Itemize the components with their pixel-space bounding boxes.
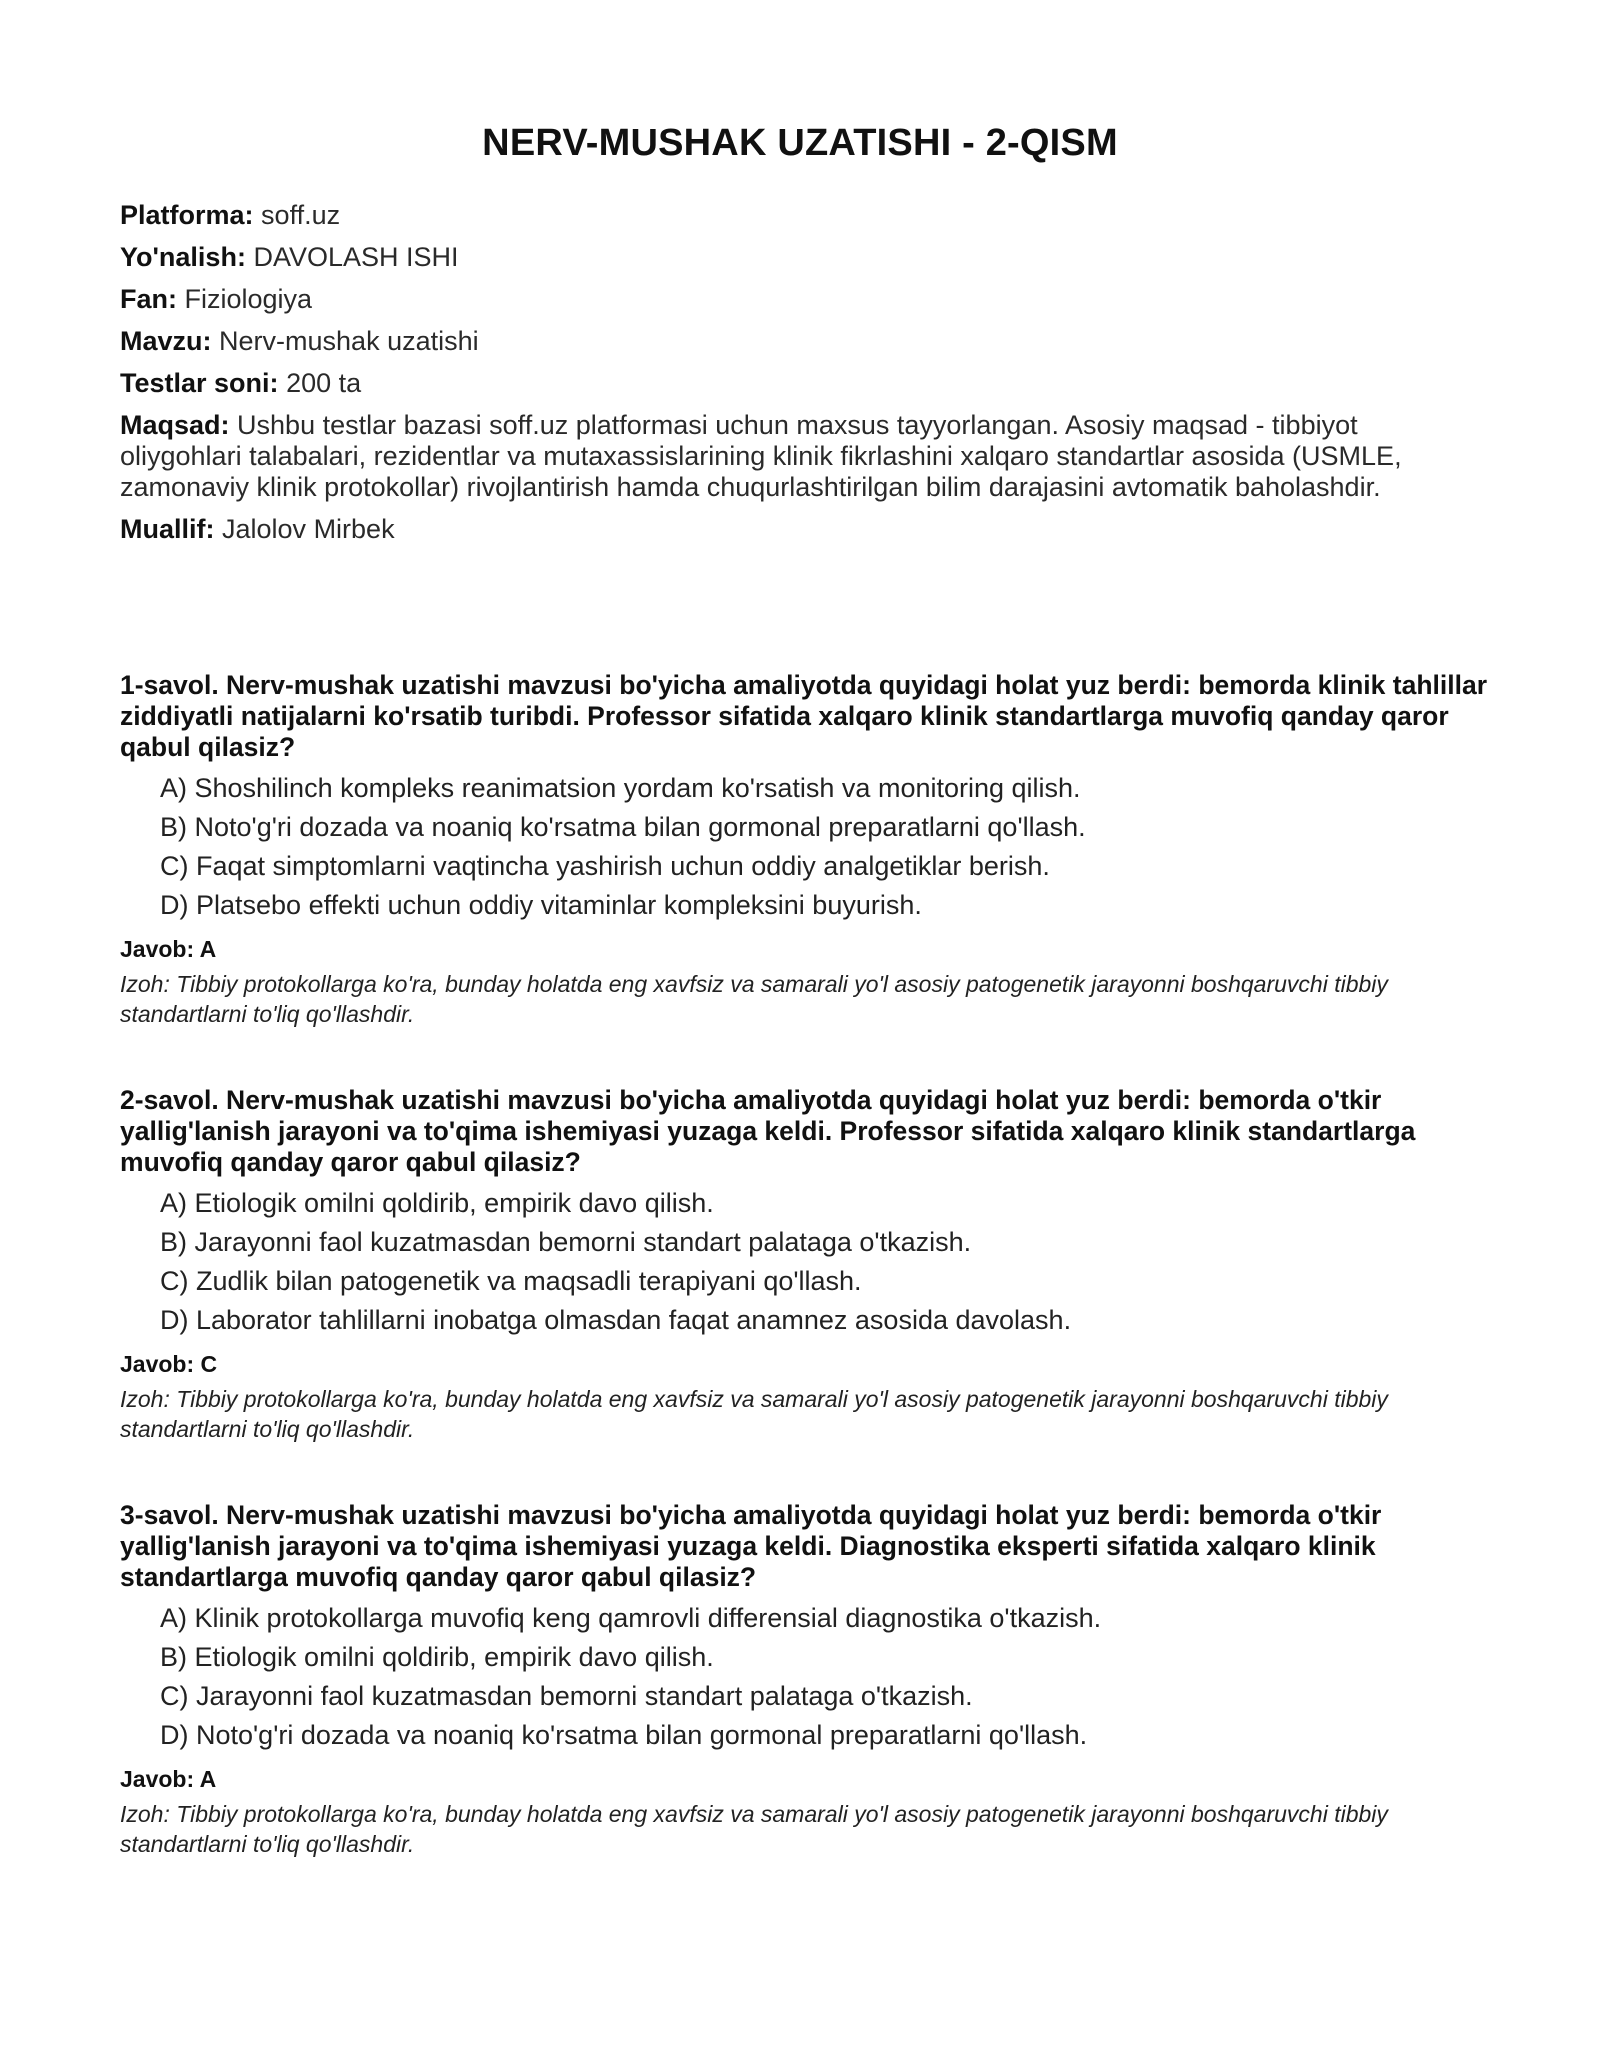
option-b: B) Etiologik omilni qoldirib, empirik davo qilish. xyxy=(160,1642,714,1672)
meta-value: Nerv-mushak uzatishi xyxy=(219,326,479,356)
option-c: C) Faqat simptomlarni vaqtincha yashirish uchun oddiy analgetiklar berish. xyxy=(160,851,1050,881)
question-3 xyxy=(120,1500,1490,1859)
meta-value: Ushbu testlar bazasi soff.uz platformasi uchun maxsus tayyorlangan. Asosiy maqsad - tibbiyot oliygohlari talabalari, rezidentlar va mutaxassislarining klinik fikrlashini xalqaro standartlar asosida (USMLE, zamonaviy klinik protokollar) rivojlantirish hamda chuqurlashtirilgan bilim darajasini avtomatik baholashdir. xyxy=(120,410,1402,502)
meta-muallif xyxy=(120,514,1480,545)
option-d: D) Platsebo effekti uchun oddiy vitaminlar kompleksini buyurish. xyxy=(160,890,922,920)
question-1 xyxy=(120,670,1490,1029)
option-c: C) Jarayonni faol kuzatmasdan bemorni standart palataga o'tkazish. xyxy=(160,1681,973,1711)
meta-value: DAVOLASH ISHI xyxy=(253,242,459,272)
meta-key: Fan: xyxy=(120,284,177,314)
option-a: A) Shoshilinch kompleks reanimatsion yordam ko'rsatish va monitoring qilish. xyxy=(160,773,1081,803)
options-list xyxy=(120,773,1490,921)
questions-list xyxy=(120,670,1490,1915)
answer-label: Javob: A xyxy=(120,1766,217,1792)
answer-label: Javob: A xyxy=(120,936,217,962)
meta-key: Maqsad: xyxy=(120,410,230,440)
page-title: NERV-MUSHAK UZATISHI - 2-QISM xyxy=(482,122,1118,164)
meta-key: Platforma: xyxy=(120,200,254,230)
answer-label: Javob: C xyxy=(120,1351,218,1377)
meta-key: Muallif: xyxy=(120,514,215,544)
meta-key: Yo'nalish: xyxy=(120,242,246,272)
question-2 xyxy=(120,1085,1490,1444)
options-list xyxy=(120,1188,1490,1336)
option-d: D) Laborator tahlillarni inobatga olmasdan faqat anamnez asosida davolash. xyxy=(160,1305,1072,1335)
meta-value: Fiziologiya xyxy=(184,284,313,314)
metadata-block xyxy=(120,200,1480,556)
question-text: 1-savol. Nerv-mushak uzatishi mavzusi bo'yicha amaliyotda quyidagi holat yuz berdi: bemorda klinik tahlillar ziddiyatli natijalarni ko'rsatib turibdi. Professor sifatida xalqaro klinik standartlarga muvofiq qanday qaror qabul qilasiz? xyxy=(120,670,1488,762)
meta-maqsad xyxy=(120,410,1480,503)
explanation: Izoh: Tibbiy protokollarga ko'ra, bunday holatda eng xavfsiz va samarali yo'l asosiy patogenetik jarayonni boshqaruvchi tibbiy standartlarni to'liq qo'llashdir. xyxy=(120,1386,1388,1442)
meta-value: Jalolov Mirbek xyxy=(222,514,395,544)
meta-key: Mavzu: xyxy=(120,326,212,356)
meta-key: Testlar soni: xyxy=(120,368,279,398)
question-text: 2-savol. Nerv-mushak uzatishi mavzusi bo'yicha amaliyotda quyidagi holat yuz berdi: bemorda o'tkir yallig'lanish jarayoni va to'qima ishemiyasi yuzaga keldi. Professor sifatida xalqaro klinik standartlarga muvofiq qanday qaror qabul qilasiz? xyxy=(120,1085,1416,1177)
option-a: A) Klinik protokollarga muvofiq keng qamrovli differensial diagnostika o'tkazish. xyxy=(160,1603,1102,1633)
meta-testlar-soni xyxy=(120,368,1480,399)
meta-value: soff.uz xyxy=(261,200,341,230)
meta-mavzu xyxy=(120,326,1480,357)
explanation: Izoh: Tibbiy protokollarga ko'ra, bunday holatda eng xavfsiz va samarali yo'l asosiy patogenetik jarayonni boshqaruvchi tibbiy standartlarni to'liq qo'llashdir. xyxy=(120,1801,1388,1857)
meta-fan xyxy=(120,284,1480,315)
option-b: B) Jarayonni faol kuzatmasdan bemorni standart palataga o'tkazish. xyxy=(160,1227,972,1257)
meta-yonalish xyxy=(120,242,1480,273)
meta-platforma xyxy=(120,200,1480,231)
options-list xyxy=(120,1603,1490,1751)
question-text: 3-savol. Nerv-mushak uzatishi mavzusi bo'yicha amaliyotda quyidagi holat yuz berdi: bemorda o'tkir yallig'lanish jarayoni va to'qima ishemiyasi yuzaga keldi. Diagnostika eksperti sifatida xalqaro klinik standartlarga muvofiq qanday qaror qabul qilasiz? xyxy=(120,1500,1382,1592)
option-b: B) Noto'g'ri dozada va noaniq ko'rsatma bilan gormonal preparatlarni qo'llash. xyxy=(160,812,1086,842)
option-c: C) Zudlik bilan patogenetik va maqsadli terapiyani qo'llash. xyxy=(160,1266,862,1296)
option-a: A) Etiologik omilni qoldirib, empirik davo qilish. xyxy=(160,1188,714,1218)
option-d: D) Noto'g'ri dozada va noaniq ko'rsatma bilan gormonal preparatlarni qo'llash. xyxy=(160,1720,1088,1750)
meta-value: 200 ta xyxy=(286,368,362,398)
explanation: Izoh: Tibbiy protokollarga ko'ra, bunday holatda eng xavfsiz va samarali yo'l asosiy patogenetik jarayonni boshqaruvchi tibbiy standartlarni to'liq qo'llashdir. xyxy=(120,971,1388,1027)
